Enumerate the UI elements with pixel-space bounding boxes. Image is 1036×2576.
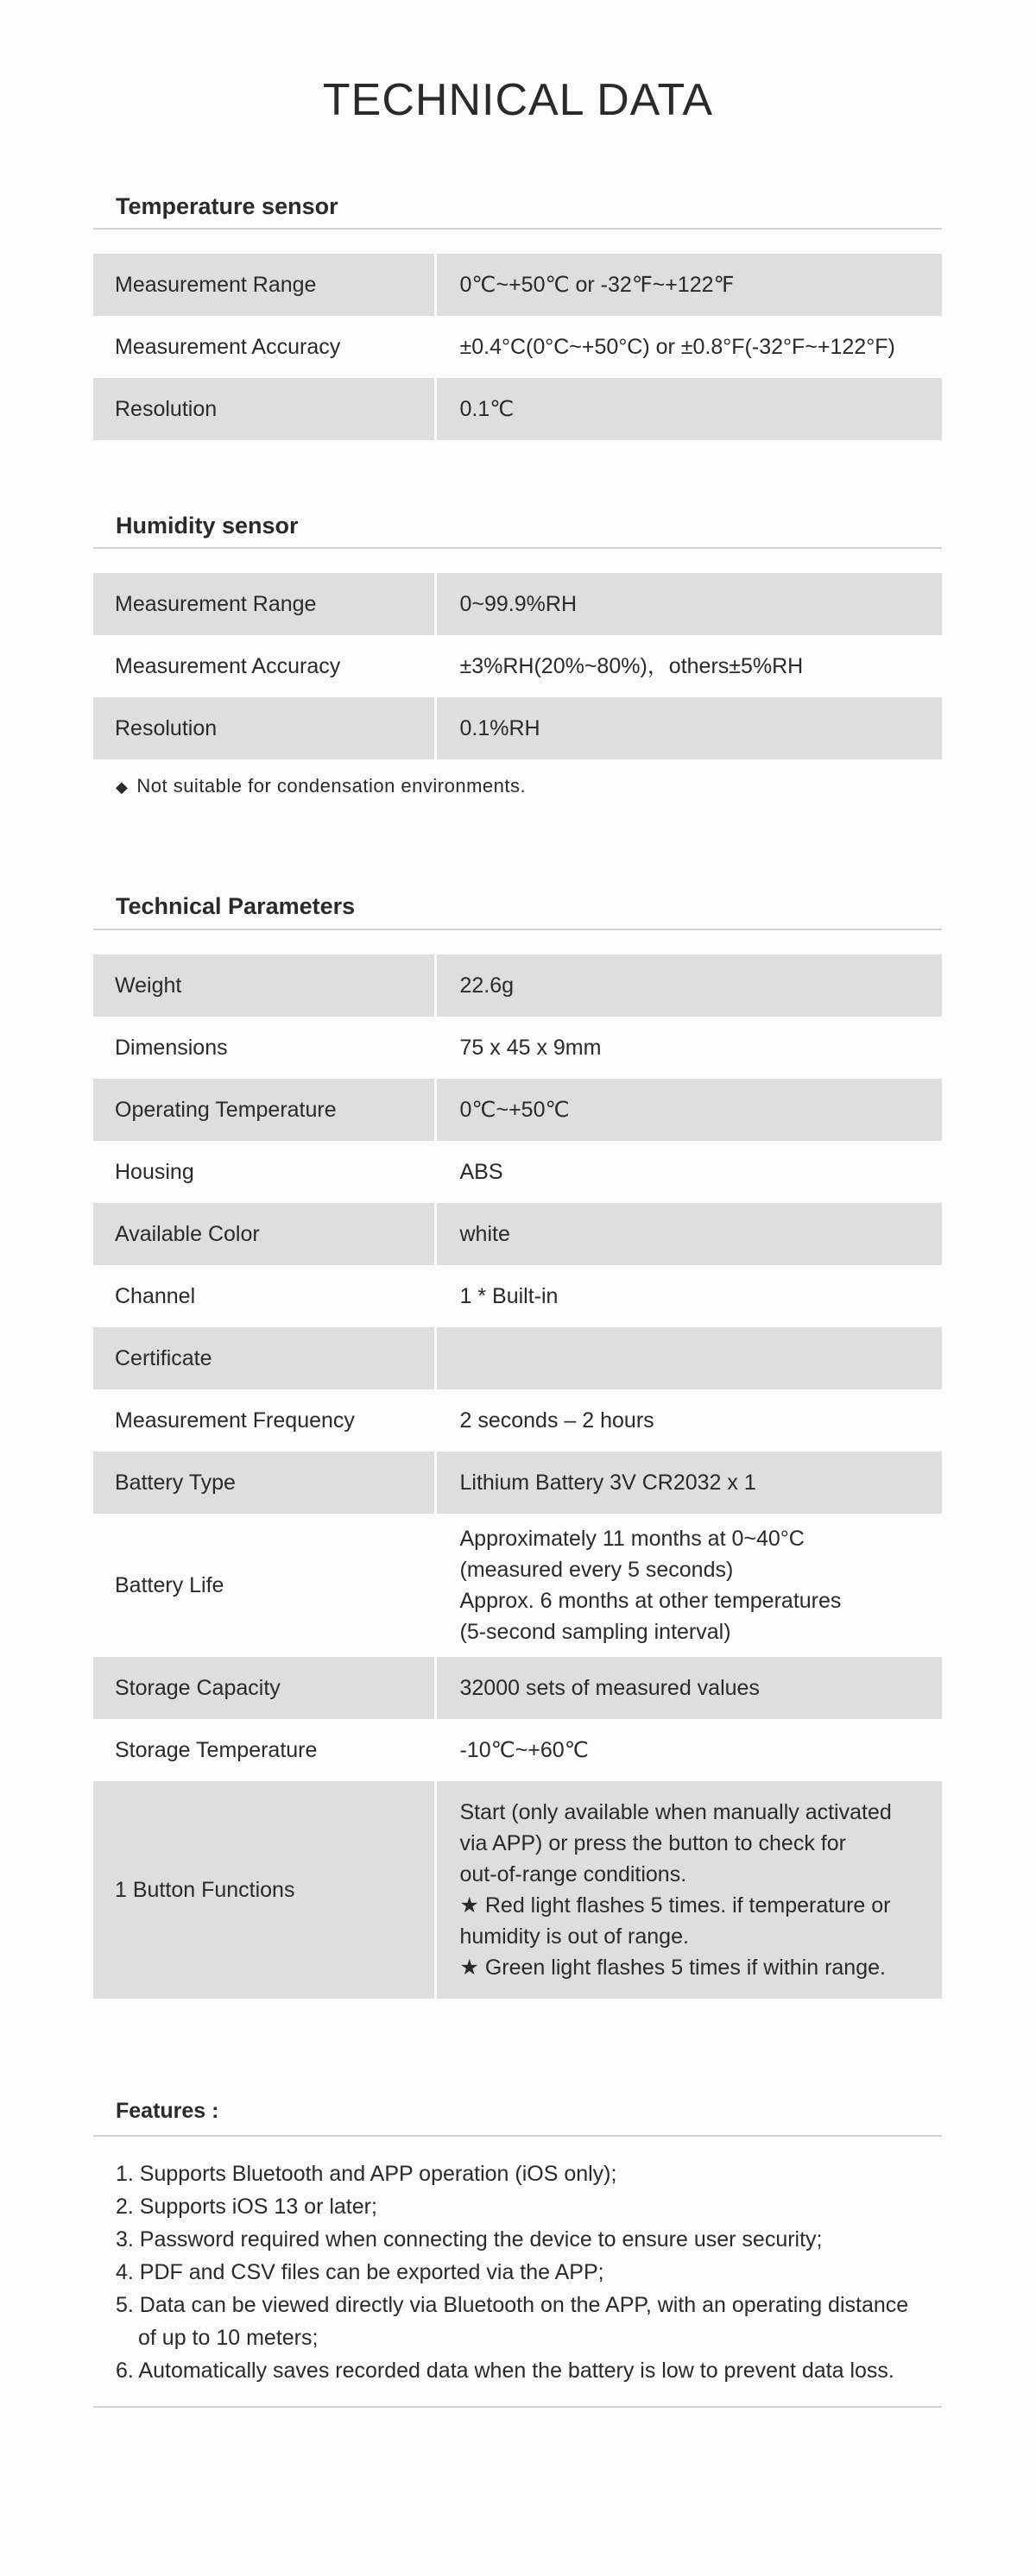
table-row bbox=[93, 1389, 942, 1452]
technical-parameters-table bbox=[93, 954, 942, 1999]
table-row bbox=[93, 573, 942, 635]
row-label: Resolution bbox=[93, 378, 435, 440]
technical-parameters-heading: Technical Parameters bbox=[116, 893, 356, 919]
row-label: Certificate bbox=[93, 1327, 435, 1389]
row-value bbox=[435, 1514, 942, 1657]
row-value bbox=[435, 1781, 942, 1999]
row-value bbox=[435, 1327, 942, 1389]
table-row bbox=[93, 1017, 942, 1079]
list-item: 2. Supports iOS 13 or later; bbox=[116, 2195, 377, 2219]
features-heading: Features : bbox=[116, 2099, 219, 2123]
row-label: Measurement Range bbox=[93, 573, 435, 635]
row-value: ABS bbox=[435, 1141, 942, 1203]
value-line: ★ Green light flashes 5 times if within range. bbox=[459, 1956, 886, 1980]
table-row bbox=[93, 635, 942, 697]
page-title: TECHNICAL DATA bbox=[322, 75, 714, 125]
diamond-bullet-icon: ◆ bbox=[116, 778, 129, 796]
temperature-sensor-divider bbox=[93, 228, 942, 230]
row-value: Lithium Battery 3V CR2032 x 1 bbox=[435, 1452, 942, 1514]
row-label: Resolution bbox=[93, 697, 435, 759]
table-row bbox=[93, 1327, 942, 1389]
row-label: Measurement Range bbox=[93, 254, 435, 316]
row-value: 0.1℃ bbox=[435, 378, 942, 440]
row-label: Operating Temperature bbox=[93, 1079, 435, 1141]
value-line: Approximately 11 months at 0~40°C bbox=[459, 1527, 805, 1551]
table-row bbox=[93, 1452, 942, 1514]
row-label: Dimensions bbox=[93, 1017, 435, 1079]
row-label: Storage Capacity bbox=[93, 1657, 435, 1719]
row-label: Measurement Frequency bbox=[93, 1389, 435, 1452]
row-value: white bbox=[435, 1203, 942, 1265]
humidity-sensor-heading: Humidity sensor bbox=[116, 513, 299, 539]
table-row bbox=[93, 1141, 942, 1203]
row-label: Measurement Accuracy bbox=[93, 635, 435, 697]
row-value: 0.1%RH bbox=[435, 697, 942, 759]
features-divider-bottom bbox=[93, 2406, 942, 2408]
humidity-sensor-divider bbox=[93, 547, 942, 549]
table-row bbox=[93, 697, 942, 759]
row-label: Storage Temperature bbox=[93, 1719, 435, 1781]
value-line: Approx. 6 months at other temperatures bbox=[459, 1589, 842, 1613]
row-label: Housing bbox=[93, 1141, 435, 1203]
list-item: 4. PDF and CSV files can be exported via the APP; bbox=[116, 2260, 604, 2284]
list-item: 6. Automatically saves recorded data when the battery is low to prevent data loss. bbox=[116, 2359, 894, 2383]
table-row bbox=[93, 1265, 942, 1327]
row-value: 2 seconds – 2 hours bbox=[435, 1389, 942, 1452]
table-row bbox=[93, 1203, 942, 1265]
technical-parameters-divider bbox=[93, 929, 942, 930]
value-line: via APP) or press the button to check for bbox=[459, 1831, 846, 1855]
condensation-note bbox=[116, 775, 526, 797]
row-label: Measurement Accuracy bbox=[93, 316, 435, 378]
row-value: 22.6g bbox=[435, 954, 942, 1017]
value-line: ★ Red light flashes 5 times. if temperature or bbox=[459, 1893, 891, 1918]
value-line: (measured every 5 seconds) bbox=[459, 1558, 734, 1582]
row-label: 1 Button Functions bbox=[93, 1781, 435, 1999]
row-value: 0℃~+50℃ bbox=[435, 1079, 942, 1141]
value-line: (5-second sampling interval) bbox=[459, 1620, 731, 1644]
table-row bbox=[93, 254, 942, 316]
row-value: ±0.4°C(0°C~+50°C) or ±0.8°F(-32°F~+122°F) bbox=[435, 316, 942, 378]
row-value: 32000 sets of measured values bbox=[435, 1657, 942, 1719]
table-row bbox=[93, 1719, 942, 1781]
value-line: humidity is out of range. bbox=[459, 1924, 689, 1949]
row-value: 0~99.9%RH bbox=[435, 573, 942, 635]
value-line: Start (only available when manually activated bbox=[459, 1800, 892, 1824]
table-row bbox=[93, 1781, 942, 1999]
row-label: Battery Type bbox=[93, 1452, 435, 1514]
table-row bbox=[93, 316, 942, 378]
table-row bbox=[93, 1514, 942, 1657]
features-list bbox=[116, 2157, 927, 2387]
row-label: Weight bbox=[93, 954, 435, 1017]
row-value: 75 x 45 x 9mm bbox=[435, 1017, 942, 1079]
row-value: -10℃~+60℃ bbox=[435, 1719, 942, 1781]
humidity-sensor-table bbox=[93, 573, 942, 759]
note-text: Not suitable for condensation environments. bbox=[136, 775, 527, 797]
value-line: out-of-range conditions. bbox=[459, 1862, 687, 1886]
list-item: 3. Password required when connecting the device to ensure user security; bbox=[116, 2227, 823, 2252]
table-row bbox=[93, 1657, 942, 1719]
row-value: 0℃~+50℃ or -32℉~+122℉ bbox=[435, 254, 942, 316]
row-label: Battery Life bbox=[93, 1514, 435, 1657]
table-row bbox=[93, 1079, 942, 1141]
list-item: 1. Supports Bluetooth and APP operation (iOS only); bbox=[116, 2162, 617, 2186]
row-label: Channel bbox=[93, 1265, 435, 1327]
table-row bbox=[93, 954, 942, 1017]
row-value: 1 * Built-in bbox=[435, 1265, 942, 1327]
list-item: 5. Data can be viewed directly via Bluetooth on the APP, with an operating distance of up to 10 meters; bbox=[116, 2293, 909, 2350]
row-value: ±3%RH(20%~80%)，others±5%RH bbox=[435, 635, 942, 697]
features-divider-top bbox=[93, 2135, 942, 2137]
temperature-sensor-heading: Temperature sensor bbox=[116, 193, 338, 219]
temperature-sensor-table bbox=[93, 254, 942, 440]
table-row bbox=[93, 378, 942, 440]
row-label: Available Color bbox=[93, 1203, 435, 1265]
